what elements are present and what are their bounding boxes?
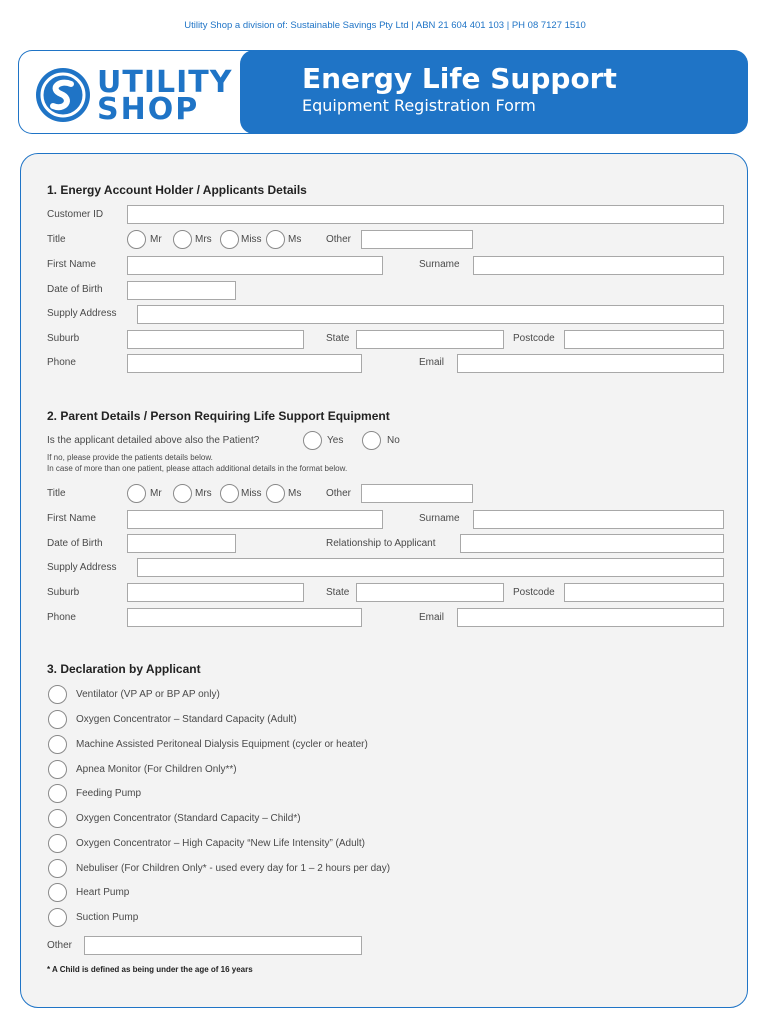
equipment-checkbox[interactable] — [48, 784, 67, 803]
patient-email-label: Email — [419, 612, 445, 623]
patient-question: Is the applicant detailed above also the Patient? — [47, 435, 260, 446]
relationship-input[interactable] — [460, 534, 724, 553]
equipment-label: Ventilator (VP AP or BP AP only) — [76, 689, 220, 700]
title-miss-radio[interactable] — [220, 230, 239, 249]
equipment-label: Oxygen Concentrator (Standard Capacity – Child*) — [76, 813, 301, 824]
customer-id-input[interactable] — [127, 205, 724, 224]
patient-title-miss-label: Miss — [241, 488, 262, 499]
form-panel — [20, 153, 748, 1008]
title-mr-label: Mr — [150, 234, 162, 245]
company-info-line: Utility Shop a division of: Sustainable Savings Pty Ltd | ABN 21 604 401 103 | PH 08 7127 1510 — [184, 20, 586, 31]
equipment-checkbox[interactable] — [48, 883, 67, 902]
supply-address-label: Supply Address — [47, 308, 117, 319]
logo-text-shop: SHOP — [97, 92, 200, 127]
patient-title-label: Title — [47, 488, 66, 499]
patient-yes-label: Yes — [327, 435, 344, 446]
patient-suburb-input[interactable] — [127, 583, 304, 602]
title-banner — [240, 50, 748, 134]
patient-title-mrs-radio[interactable] — [173, 484, 192, 503]
equipment-label: Machine Assisted Peritoneal Dialysis Equipment (cycler or heater) — [76, 739, 368, 750]
title-mr-radio[interactable] — [127, 230, 146, 249]
section2-heading: 2. Parent Details / Person Requiring Life Support Equipment — [47, 409, 390, 423]
section1-heading: 1. Energy Account Holder / Applicants Details — [47, 183, 307, 197]
equipment-checkbox[interactable] — [48, 760, 67, 779]
equipment-checkbox[interactable] — [48, 710, 67, 729]
patient-supply-address-label: Supply Address — [47, 562, 117, 573]
patient-first-name-input[interactable] — [127, 510, 383, 529]
equipment-checkbox[interactable] — [48, 859, 67, 878]
page-header — [18, 50, 748, 134]
logo-text-utility: UTILITY — [97, 65, 233, 100]
supply-address-input[interactable] — [137, 305, 724, 324]
title-mrs-label: Mrs — [195, 234, 212, 245]
equipment-label: Heart Pump — [76, 887, 130, 898]
patient-title-other-label: Other — [326, 488, 352, 499]
surname-label: Surname — [419, 259, 460, 270]
patient-surname-label: Surname — [419, 513, 460, 524]
patient-title-mr-radio[interactable] — [127, 484, 146, 503]
equipment-label: Apnea Monitor (For Children Only**) — [76, 764, 237, 775]
equipment-checkbox[interactable] — [48, 809, 67, 828]
patient-yes-radio[interactable] — [303, 431, 322, 450]
equipment-label: Oxygen Concentrator – Standard Capacity (Adult) — [76, 714, 297, 725]
equipment-label: Nebuliser (For Children Only* - used every day for 1 – 2 hours per day) — [76, 863, 391, 874]
state-label: State — [326, 333, 350, 344]
patient-email-input[interactable] — [457, 608, 724, 627]
patient-supply-address-input[interactable] — [137, 558, 724, 577]
title-ms-label: Ms — [288, 234, 302, 245]
section3-heading: 3. Declaration by Applicant — [47, 662, 201, 676]
patient-surname-input[interactable] — [473, 510, 724, 529]
patient-title-mr-label: Mr — [150, 488, 162, 499]
first-name-label: First Name — [47, 259, 96, 270]
email-label: Email — [419, 357, 445, 368]
patient-note-1: If no, please provide the patients details below. — [47, 453, 213, 462]
page-title: Energy Life Support — [302, 62, 617, 95]
patient-title-ms-radio[interactable] — [266, 484, 285, 503]
equipment-checkbox[interactable] — [48, 834, 67, 853]
title-other-input[interactable] — [361, 230, 473, 249]
first-name-input[interactable] — [127, 256, 383, 275]
patient-note-2: In case of more than one patient, please attach additional details in the format below. — [47, 464, 348, 473]
patient-title-mrs-label: Mrs — [195, 488, 212, 499]
title-miss-label: Miss — [241, 234, 262, 245]
title-other-label: Other — [326, 234, 352, 245]
patient-state-input[interactable] — [356, 583, 504, 602]
equipment-other-label: Other — [47, 940, 73, 951]
phone-label: Phone — [47, 357, 76, 368]
equipment-other-input[interactable] — [84, 936, 362, 955]
dob-input[interactable] — [127, 281, 236, 300]
equipment-label: Feeding Pump — [76, 788, 142, 799]
patient-no-label: No — [387, 435, 400, 446]
equipment-label: Oxygen Concentrator – High Capacity “New Life Intensity” (Adult) — [76, 838, 366, 849]
postcode-label: Postcode — [513, 333, 555, 344]
state-input[interactable] — [356, 330, 504, 349]
title-mrs-radio[interactable] — [173, 230, 192, 249]
equipment-checkbox[interactable] — [48, 735, 67, 754]
patient-phone-label: Phone — [47, 612, 76, 623]
equipment-label: Suction Pump — [76, 912, 139, 923]
utility-shop-logo-icon — [35, 67, 91, 123]
child-footnote: * A Child is defined as being under the age of 16 years — [47, 965, 253, 974]
patient-state-label: State — [326, 587, 350, 598]
suburb-input[interactable] — [127, 330, 304, 349]
logo — [18, 50, 263, 134]
patient-title-other-input[interactable] — [361, 484, 473, 503]
suburb-label: Suburb — [47, 333, 80, 344]
surname-input[interactable] — [473, 256, 724, 275]
patient-no-radio[interactable] — [362, 431, 381, 450]
equipment-checkbox[interactable] — [48, 685, 67, 704]
dob-label: Date of Birth — [47, 284, 103, 295]
patient-dob-label: Date of Birth — [47, 538, 103, 549]
patient-title-ms-label: Ms — [288, 488, 302, 499]
patient-postcode-label: Postcode — [513, 587, 555, 598]
patient-postcode-input[interactable] — [564, 583, 724, 602]
title-ms-radio[interactable] — [266, 230, 285, 249]
phone-input[interactable] — [127, 354, 362, 373]
patient-phone-input[interactable] — [127, 608, 362, 627]
relationship-label: Relationship to Applicant — [326, 538, 436, 549]
postcode-input[interactable] — [564, 330, 724, 349]
page-subtitle: Equipment Registration Form — [302, 96, 536, 115]
title-label: Title — [47, 234, 66, 245]
patient-first-name-label: First Name — [47, 513, 96, 524]
equipment-checkbox[interactable] — [48, 908, 67, 927]
customer-id-label: Customer ID — [47, 209, 104, 220]
email-input[interactable] — [457, 354, 724, 373]
patient-suburb-label: Suburb — [47, 587, 80, 598]
patient-dob-input[interactable] — [127, 534, 236, 553]
patient-title-miss-radio[interactable] — [220, 484, 239, 503]
